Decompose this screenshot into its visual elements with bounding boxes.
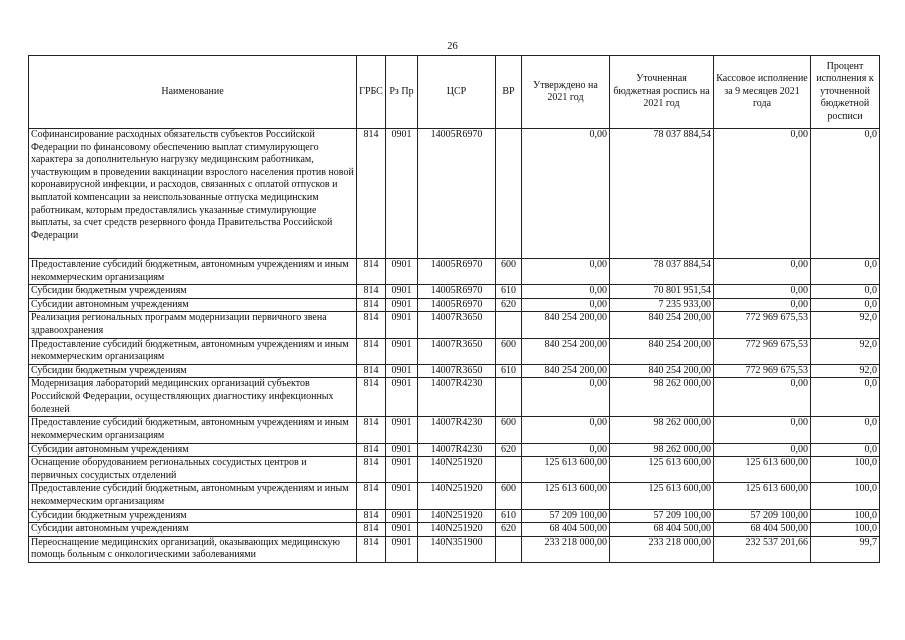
cell-vr (496, 457, 522, 483)
cell-csr: 14007R4230 (418, 417, 496, 443)
cell-percent: 92,0 (811, 312, 880, 338)
cell-grbs: 814 (357, 536, 386, 562)
cell-name: Субсидии бюджетным учреждениям (29, 285, 357, 299)
cell-approved: 125 613 600,00 (522, 483, 610, 509)
cell-vr: 600 (496, 338, 522, 364)
cell-percent: 0,0 (811, 298, 880, 312)
cell-approved: 233 218 000,00 (522, 536, 610, 562)
cell-csr: 14007R4230 (418, 443, 496, 457)
cell-approved: 0,00 (522, 417, 610, 443)
cell-approved: 57 209 100,00 (522, 509, 610, 523)
cell-refined: 840 254 200,00 (610, 312, 714, 338)
column-header-csr: ЦСР (418, 56, 496, 129)
cell-csr: 14005R6970 (418, 298, 496, 312)
cell-grbs: 814 (357, 285, 386, 299)
cell-percent: 99,7 (811, 536, 880, 562)
cell-refined: 98 262 000,00 (610, 378, 714, 417)
cell-vr: 620 (496, 443, 522, 457)
table-row (29, 523, 880, 537)
cell-grbs: 814 (357, 338, 386, 364)
table-row (29, 338, 880, 364)
column-header-grbs: ГРБС (357, 56, 386, 129)
budget-execution-table (28, 55, 880, 563)
cell-name: Реализация региональных программ модернизации первичного звена здравоохранения (29, 312, 357, 338)
cell-grbs: 814 (357, 509, 386, 523)
cell-refined: 78 037 884,54 (610, 129, 714, 259)
cell-approved: 0,00 (522, 298, 610, 312)
cell-csr: 14007R3650 (418, 338, 496, 364)
cell-grbs: 814 (357, 457, 386, 483)
table-row (29, 378, 880, 417)
cell-executed: 772 969 675,53 (714, 312, 811, 338)
cell-vr (496, 378, 522, 417)
cell-rzpr: 0901 (386, 378, 418, 417)
cell-name: Модернизация лабораторий медицинских организаций субъектов Российской Федерации, осуществляющих диагностику инфекционных болезней (29, 378, 357, 417)
table-row (29, 443, 880, 457)
cell-executed: 0,00 (714, 129, 811, 259)
cell-vr: 620 (496, 298, 522, 312)
cell-refined: 78 037 884,54 (610, 259, 714, 285)
cell-refined: 125 613 600,00 (610, 483, 714, 509)
cell-percent: 0,0 (811, 378, 880, 417)
cell-executed: 772 969 675,53 (714, 364, 811, 378)
cell-name: Предоставление субсидий бюджетным, автономным учреждениям и иным некоммерческим организациям (29, 483, 357, 509)
cell-vr (496, 129, 522, 259)
cell-executed: 0,00 (714, 378, 811, 417)
cell-rzpr: 0901 (386, 129, 418, 259)
cell-grbs: 814 (357, 312, 386, 338)
cell-rzpr: 0901 (386, 259, 418, 285)
cell-csr: 14005R6970 (418, 129, 496, 259)
table-row (29, 259, 880, 285)
cell-csr: 140N251920 (418, 509, 496, 523)
cell-vr: 600 (496, 483, 522, 509)
cell-rzpr: 0901 (386, 364, 418, 378)
cell-rzpr: 0901 (386, 285, 418, 299)
cell-rzpr: 0901 (386, 536, 418, 562)
cell-csr: 14007R3650 (418, 364, 496, 378)
cell-refined: 233 218 000,00 (610, 536, 714, 562)
cell-vr (496, 312, 522, 338)
cell-executed: 125 613 600,00 (714, 483, 811, 509)
cell-executed: 232 537 201,66 (714, 536, 811, 562)
cell-name: Субсидии автономным учреждениям (29, 523, 357, 537)
cell-grbs: 814 (357, 378, 386, 417)
table-header (29, 56, 880, 129)
cell-executed: 0,00 (714, 259, 811, 285)
cell-rzpr: 0901 (386, 523, 418, 537)
table-row (29, 364, 880, 378)
cell-name: Субсидии бюджетным учреждениям (29, 509, 357, 523)
cell-approved: 125 613 600,00 (522, 457, 610, 483)
cell-csr: 14005R6970 (418, 259, 496, 285)
cell-name: Предоставление субсидий бюджетным, автономным учреждениям и иным некоммерческим организациям (29, 338, 357, 364)
cell-percent: 92,0 (811, 338, 880, 364)
table-body (29, 129, 880, 563)
cell-executed: 125 613 600,00 (714, 457, 811, 483)
cell-refined: 70 801 951,54 (610, 285, 714, 299)
cell-name: Субсидии бюджетным учреждениям (29, 364, 357, 378)
cell-vr (496, 536, 522, 562)
cell-executed: 772 969 675,53 (714, 338, 811, 364)
cell-refined: 7 235 933,00 (610, 298, 714, 312)
cell-percent: 92,0 (811, 364, 880, 378)
cell-percent: 100,0 (811, 483, 880, 509)
table-row (29, 483, 880, 509)
cell-grbs: 814 (357, 417, 386, 443)
cell-csr: 14007R3650 (418, 312, 496, 338)
cell-percent: 100,0 (811, 523, 880, 537)
cell-csr: 140N351900 (418, 536, 496, 562)
cell-percent: 0,0 (811, 259, 880, 285)
cell-executed: 0,00 (714, 417, 811, 443)
column-header-refined: Уточненная бюджетная роспись на 2021 год (610, 56, 714, 129)
cell-rzpr: 0901 (386, 509, 418, 523)
cell-vr: 620 (496, 523, 522, 537)
table-row (29, 285, 880, 299)
cell-name: Субсидии автономным учреждениям (29, 298, 357, 312)
cell-rzpr: 0901 (386, 298, 418, 312)
table-row (29, 298, 880, 312)
cell-percent: 0,0 (811, 129, 880, 259)
cell-rzpr: 0901 (386, 417, 418, 443)
cell-grbs: 814 (357, 523, 386, 537)
cell-executed: 57 209 100,00 (714, 509, 811, 523)
header-row (29, 56, 880, 129)
cell-approved: 68 404 500,00 (522, 523, 610, 537)
cell-csr: 14005R6970 (418, 285, 496, 299)
cell-executed: 68 404 500,00 (714, 523, 811, 537)
cell-refined: 840 254 200,00 (610, 364, 714, 378)
table-row (29, 312, 880, 338)
cell-vr: 610 (496, 285, 522, 299)
cell-approved: 0,00 (522, 129, 610, 259)
cell-refined: 840 254 200,00 (610, 338, 714, 364)
cell-csr: 14007R4230 (418, 378, 496, 417)
cell-approved: 840 254 200,00 (522, 312, 610, 338)
cell-vr: 610 (496, 509, 522, 523)
cell-executed: 0,00 (714, 443, 811, 457)
page-number: 26 (447, 41, 458, 52)
cell-name: Оснащение оборудованием региональных сосудистых центров и первичных сосудистых отделений (29, 457, 357, 483)
cell-name: Предоставление субсидий бюджетным, автономным учреждениям и иным некоммерческим организациям (29, 259, 357, 285)
cell-executed: 0,00 (714, 285, 811, 299)
table-row (29, 536, 880, 562)
cell-grbs: 814 (357, 259, 386, 285)
cell-grbs: 814 (357, 483, 386, 509)
cell-refined: 57 209 100,00 (610, 509, 714, 523)
cell-name: Предоставление субсидий бюджетным, автономным учреждениям и иным некоммерческим организациям (29, 417, 357, 443)
cell-grbs: 814 (357, 364, 386, 378)
cell-refined: 98 262 000,00 (610, 443, 714, 457)
cell-csr: 140N251920 (418, 523, 496, 537)
cell-vr: 600 (496, 417, 522, 443)
column-header-percent: Процент исполнения к уточненной бюджетной росписи (811, 56, 880, 129)
table-row (29, 457, 880, 483)
cell-approved: 0,00 (522, 285, 610, 299)
cell-csr: 140N251920 (418, 457, 496, 483)
cell-rzpr: 0901 (386, 312, 418, 338)
cell-grbs: 814 (357, 129, 386, 259)
cell-approved: 0,00 (522, 259, 610, 285)
cell-approved: 0,00 (522, 443, 610, 457)
cell-vr: 600 (496, 259, 522, 285)
cell-approved: 0,00 (522, 378, 610, 417)
cell-rzpr: 0901 (386, 443, 418, 457)
cell-refined: 125 613 600,00 (610, 457, 714, 483)
table-row (29, 509, 880, 523)
cell-vr: 610 (496, 364, 522, 378)
cell-csr: 140N251920 (418, 483, 496, 509)
cell-name: Переоснащение медицинских организаций, оказывающих медицинскую помощь больным с онкологическими заболеваниями (29, 536, 357, 562)
column-header-name: Наименование (29, 56, 357, 129)
cell-rzpr: 0901 (386, 483, 418, 509)
table-row (29, 129, 880, 259)
cell-approved: 840 254 200,00 (522, 338, 610, 364)
cell-approved: 840 254 200,00 (522, 364, 610, 378)
column-header-vr: ВР (496, 56, 522, 129)
cell-grbs: 814 (357, 443, 386, 457)
cell-percent: 0,0 (811, 417, 880, 443)
cell-executed: 0,00 (714, 298, 811, 312)
cell-percent: 100,0 (811, 457, 880, 483)
cell-percent: 0,0 (811, 443, 880, 457)
cell-refined: 68 404 500,00 (610, 523, 714, 537)
table-row (29, 417, 880, 443)
cell-rzpr: 0901 (386, 457, 418, 483)
cell-name: Субсидии автономным учреждениям (29, 443, 357, 457)
cell-percent: 100,0 (811, 509, 880, 523)
column-header-executed: Кассовое исполнение за 9 месяцев 2021 года (714, 56, 811, 129)
cell-refined: 98 262 000,00 (610, 417, 714, 443)
cell-grbs: 814 (357, 298, 386, 312)
cell-name: Софинансирование расходных обязательств субъектов Российской Федерации по финансовому обеспечению выплат стимулирующего характера за дополнительную нагрузку медицинским работникам, участвующим в проведении вакцинации взрослого населения против новой коронавирусной инфекции, и расходов, связанных с оплатой отпусков и выплатой компенсации за неиспользованные отпуска медицинским работникам, которым предоставлялись указанные стимулирующие выплаты, за счет средств резервного фонда Правительства Российской Федерации (29, 129, 357, 259)
cell-rzpr: 0901 (386, 338, 418, 364)
column-header-rzpr: Рз Пр (386, 56, 418, 129)
column-header-approved: Утверждено на 2021 год (522, 56, 610, 129)
cell-percent: 0,0 (811, 285, 880, 299)
